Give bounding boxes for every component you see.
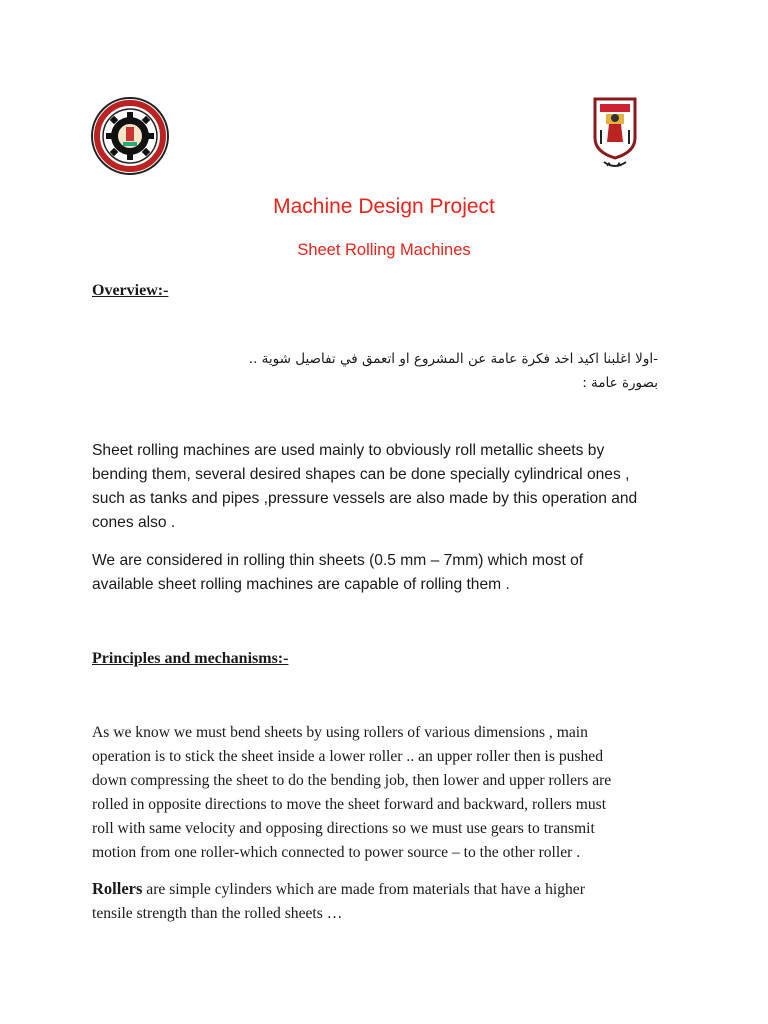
rollers-term: Rollers [92,879,143,898]
faculty-seal-logo [90,96,170,176]
principles-paragraph [92,721,692,865]
principles-heading: Principles and mechanisms:- [92,650,289,667]
paragraph-line: rolled in opposite directions to move the sheet forward and backward, rollers must [92,796,607,813]
university-shield-logo [592,96,638,172]
paragraph-line: As we know we must bend sheets by using rollers of various dimensions , main [92,724,588,741]
page-title: Machine Design Project [273,195,495,218]
rollers-definition: are simple cylinders which are made from materials that have a higher [142,881,585,898]
overview-heading: Overview:- [92,282,169,299]
paragraph-line [92,877,692,902]
paragraph-line: down compressing the sheet to do the bending job, then lower and upper rollers are [92,772,612,789]
arabic-note [98,347,658,395]
arabic-line: بصورة عامة : [582,375,658,391]
overview-paragraph [92,439,692,535]
rollers-paragraph [92,877,692,926]
paragraph-line: such as tanks and pipes ,pressure vessels are also made by this operation and [92,490,638,507]
paragraph-line: roll with same velocity and opposing directions so we must use gears to transmit [92,820,595,837]
arabic-line: -اولا اغلبنا اكيد اخد فكرة عامة عن المشروع او اتعمق في تفاصيل شوية .. [248,351,658,367]
paragraph-line: motion from one roller-which connected to power source – to the other roller . [92,844,581,861]
paragraph-line: We are considered in rolling thin sheets (0.5 mm – 7mm) which most of [92,552,584,569]
thin-sheets-paragraph [92,549,692,597]
paragraph-line: available sheet rolling machines are capable of rolling them . [92,576,510,593]
paragraph-line: tensile strength than the rolled sheets … [92,905,343,922]
paragraph-line: bending them, several desired shapes can be done specially cylindrical ones , [92,466,630,483]
paragraph-line: Sheet rolling machines are used mainly to obviously roll metallic sheets by [92,442,605,459]
paragraph-line: operation is to stick the sheet inside a lower roller .. an upper roller then is pushed [92,748,603,765]
page-subtitle: Sheet Rolling Machines [297,241,471,259]
paragraph-line: cones also . [92,514,176,531]
